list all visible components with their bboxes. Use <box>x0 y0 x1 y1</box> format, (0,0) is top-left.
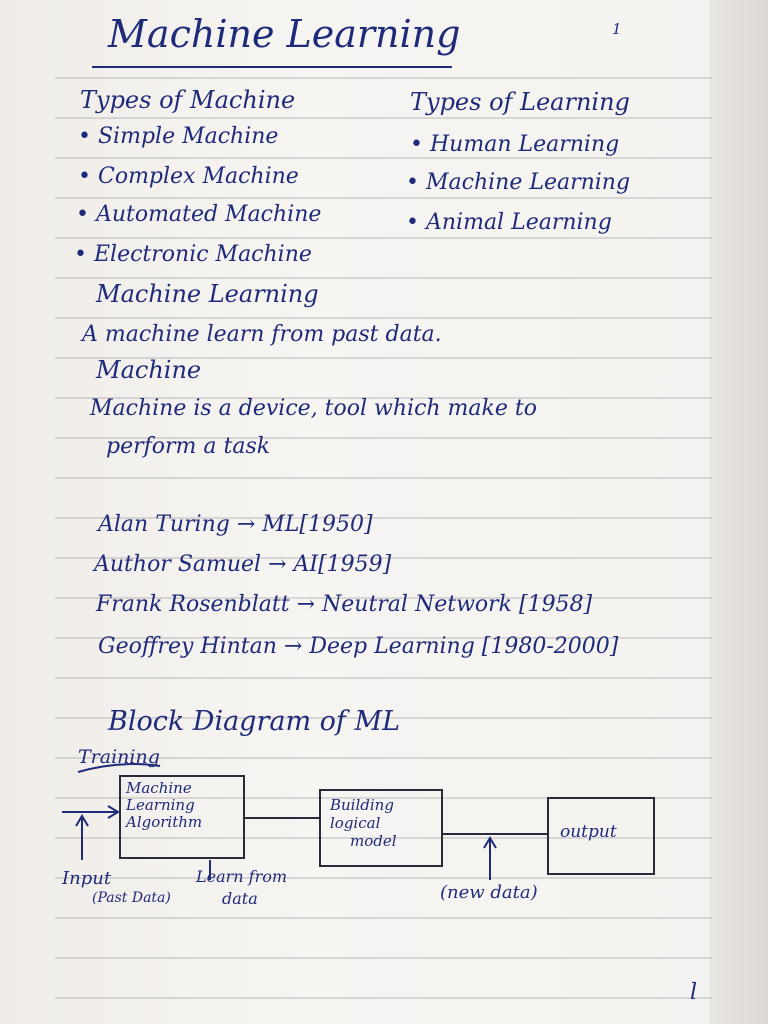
machine-type-item: • Simple Machine <box>78 124 279 149</box>
types-of-machine-heading: Types of Machine <box>80 86 296 114</box>
page-title: Machine Learning <box>108 12 461 56</box>
ml-definition-text: A machine learn from past data. <box>82 322 442 347</box>
machine-definition-line2: perform a task <box>106 434 271 459</box>
algorithm-line: Algorithm <box>126 813 203 831</box>
algorithm-box-label <box>126 780 202 831</box>
machine-type-item: • Electronic Machine <box>74 242 312 267</box>
history-entry: Author Samuel → AI[1959] <box>94 552 392 577</box>
model-box-label <box>330 796 397 850</box>
learn-line: Learn from <box>196 867 288 886</box>
history-entry: Geoffrey Hintan → Deep Learning [1980-2000] <box>98 634 619 659</box>
algorithm-line: Learning <box>126 796 195 814</box>
model-line: Building <box>330 796 394 814</box>
margin-mark-bottom: l <box>690 980 698 1005</box>
learn-line: data <box>222 889 258 908</box>
output-box-label: output <box>560 822 617 842</box>
types-of-learning-heading: Types of Learning <box>410 88 630 116</box>
margin-mark-top: 1 <box>612 20 622 38</box>
algorithm-line: Machine <box>126 779 192 797</box>
learning-type-item: • Machine Learning <box>406 170 631 195</box>
ml-definition-heading: Machine Learning <box>96 280 319 308</box>
history-entry: Frank Rosenblatt → Neutral Network [1958] <box>96 592 593 617</box>
machine-definition-line1: Machine is a device, tool which make to <box>90 396 537 421</box>
history-entry: Alan Turing → ML[1950] <box>98 512 373 537</box>
learn-from-data-label <box>196 866 287 910</box>
learning-type-item: • Animal Learning <box>406 210 612 235</box>
training-label: Training <box>78 746 160 768</box>
input-sub-label: (Past Data) <box>92 890 171 906</box>
new-data-label: (new data) <box>440 882 538 903</box>
model-line: model <box>350 832 397 850</box>
machine-type-item: • Automated Machine <box>76 202 322 227</box>
machine-definition-heading: Machine <box>96 356 202 384</box>
machine-type-item: • Complex Machine <box>78 164 299 189</box>
learning-type-item: • Human Learning <box>410 132 620 157</box>
diagram-heading: Block Diagram of ML <box>108 706 401 737</box>
model-line: logical <box>330 814 381 832</box>
input-label: Input <box>62 868 112 889</box>
